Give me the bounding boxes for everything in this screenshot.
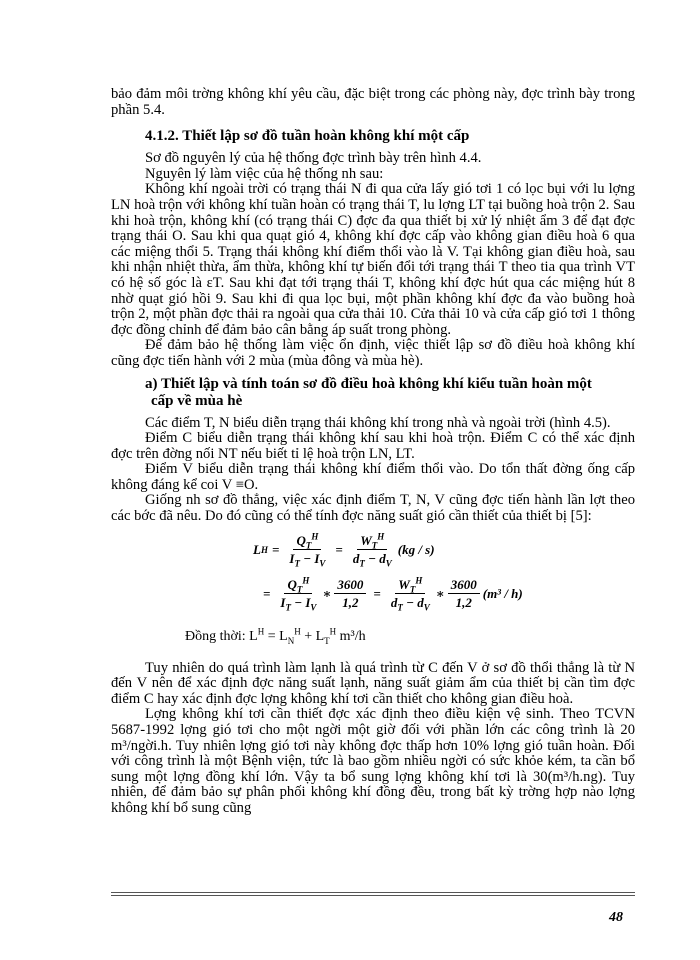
paragraph: Sơ đồ nguyên lý của hệ thống đợc trình bày trên hình 4.4. bbox=[145, 150, 482, 167]
unit-kg-s: (kg / s) bbox=[397, 541, 435, 557]
paragraph: Nguyên lý làm việc của hệ thống nh sau: bbox=[145, 165, 384, 182]
airflow-formula bbox=[111, 529, 635, 653]
sub-heading bbox=[145, 376, 635, 410]
unit-m3-h: (m³ / h) bbox=[482, 585, 523, 601]
paragraph: Lợng không khí tơi cần thiết đợc xác định theo điều kiện vệ sinh. Theo TCVN 5687-1992 lợng gió tơi cho một ngời một giờ đối với phần lớn các công trình là 20 m³/ngời.h. Tuy nhiên lợng gió tơi này không đợc thấp hơn 10% lợng gió tuần hoàn. Đối với công trình là một Bệnh viện, tức là bao gồm nhiều ngời có sức khỏe kém, ta cần bổ sung một lợng đồng khí lớn. Vậy ta bổ sung lợng không khí tơi là 30(m³/h.ng). Tuy nhiên, để đảm bảo sự phân phối không khí đồng đều, trong bất kỳ trờng hợp nào lợng không khí bổ sung cũng bbox=[111, 706, 635, 816]
paragraph: Giống nh sơ đồ thẳng, việc xác định điểm T, N, V cũng đợc tiến hành lần lợt theo các bớc đã nêu. Do đó cũng có thể tính đợc năng suất gió cần thiết của thiết bị [5]: bbox=[111, 492, 635, 525]
sub-heading-line1: a) Thiết lập và tính toán sơ đồ điều hoà không khí kiểu tuần hoàn một bbox=[145, 375, 592, 392]
fraction-q-over-i: $\frac{Q_T^H}{I_T - I_V}$ bbox=[289, 531, 326, 569]
formula-line-2: = $\frac{Q_T^H}{I_T - I_V}$ ∗ $\frac{3600}{1,2}$ = $\frac{W_T^H}{d_T - d_V}$ ∗ $\frac{3600}{1,2}$ (m³ / h) bbox=[263, 575, 523, 613]
paragraph: Không khí ngoài trời có trạng thái N đi qua cửa lấy gió tơi 1 có lọc bụi với lu lợng LN hoà trộn với không khí tuần hoàn có trạng thái T, lu lợng LT tại buồng hoà trộn 2. Sau khi hoà trộn, không khí (có trạng thái C) đợc đa qua thiết bị xử lý nhiệt ẩm 3 để đạt đợc trạng thái O. Sau khi qua quạt gió 4, không khí đợc cấp vào không gian điều hoà 6 qua các miệng thổi 5. Trạng thái không khí điểm thổi vào là V. Tại không gian điều hoà, sau khi nhận nhiệt thừa, ẩm thừa, không khí tự biến đổi tới trạng thái T theo tia qua trình VT có hệ số góc là εT. Sau khi đạt tới trạng thái T, không khí đợc hút qua các miệng hút 8 nhờ quạt gió hồi 9. Sau khi đi qua lọc bụi, một phần không khí đợc đa vào buồng hoà trộn 2, một phần đợc thải ra ngoài qua cửa thải 10. Cửa thải 10 và cửa cấp gió tơi 1 thông đợc đồng chỉnh để đảm bảo cân bằng áp suất trong phòng. bbox=[111, 181, 635, 338]
section-heading: 4.1.2. Thiết lập sơ đồ tuần hoàn không khí một cấp bbox=[145, 128, 470, 145]
page-body bbox=[111, 87, 635, 817]
sub-heading-line2: cấp về mùa hè bbox=[151, 392, 243, 409]
fraction-w-over-d: $\frac{W_T^H}{d_T - d_V}$ bbox=[352, 531, 392, 569]
paragraph: bảo đảm môi trờng không khí yêu cầu, đặc biệt trong các phòng này, đợc trình bày trong phần 5.4. bbox=[111, 86, 635, 118]
formula-also: Đồng thời: $L^H = L_N^H + L_T^H$ m³/h bbox=[185, 626, 366, 646]
paragraph: Các điểm T, N biểu diễn trạng thái không khí trong nhà và ngoài trời (hình 4.5). bbox=[145, 414, 611, 431]
paragraph: Để đảm bảo hệ thống làm việc ổn định, việc thiết lập sơ đồ điều hoà không khí cũng đợc tiến hành với 2 mùa (mùa đông và mùa hè). bbox=[111, 337, 635, 369]
formula-line-1: L H = $\frac{Q_T^H}{I_T - I_V}$ = $\frac{W_T^H}{d_T - d_V}$ (kg / s) bbox=[253, 531, 435, 569]
footer-rule-bottom bbox=[111, 895, 635, 896]
paragraph: Điểm C biểu diễn trạng thái không khí sau khi hoà trộn. Điểm C có thể xác định đợc trên đờng nối NT nếu biết tỉ lệ hoà trộn LN, LT. bbox=[111, 430, 635, 462]
footer-rule-top bbox=[111, 892, 635, 893]
page-number: 48 bbox=[609, 910, 623, 925]
paragraph: Điểm V biểu diễn trạng thái không khí điểm thổi vào. Do tổn thất đờng ống cấp không đáng kể coi V ≡O. bbox=[111, 461, 635, 493]
paragraph: Tuy nhiên do quá trình làm lạnh là quá trình từ C đến V ở sơ đồ thổi thẳng là từ N đến V nên để xác định đợc năng suất lạnh, năng suất giảm ẩm của thiết bị cần tìm đợc điểm C hay xác định đợc lợng không khí tơi cần thiết cho không gian điều hoà. bbox=[111, 659, 635, 707]
